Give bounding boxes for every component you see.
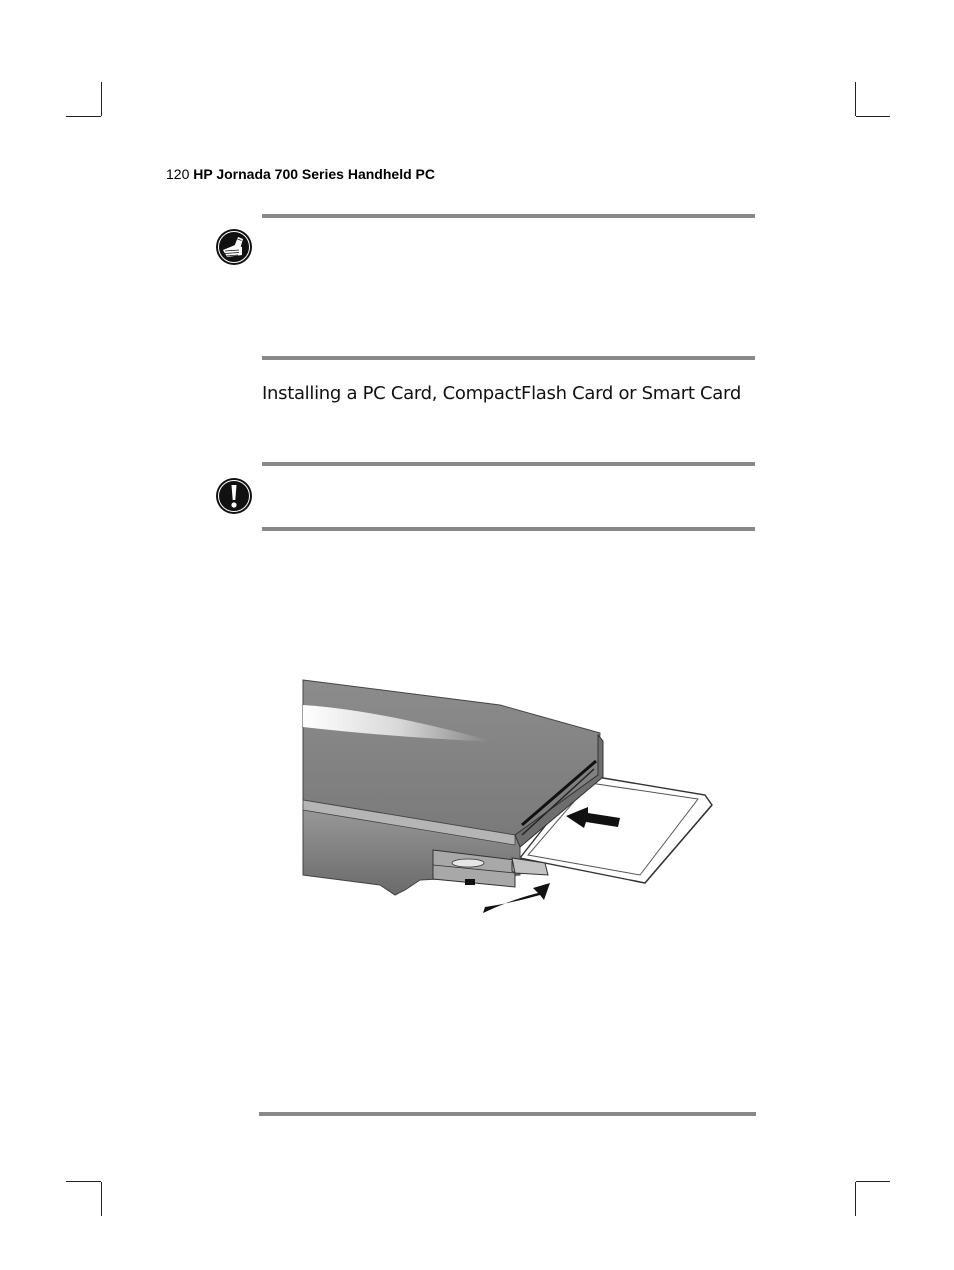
crop-mark-top-right-horizontal [856,116,890,117]
page-number: 120 [166,166,190,182]
running-header [166,166,435,182]
crop-mark-top-right-vertical [855,82,856,116]
footer-rule [259,1112,756,1116]
crop-mark-top-left-vertical [101,82,102,116]
crop-mark-bottom-left-horizontal [66,1181,101,1182]
exclamation-caution-icon [215,477,253,515]
crop-mark-bottom-left-vertical [101,1182,102,1216]
caution-bottom-rule [262,527,755,531]
crop-mark-bottom-right-horizontal [856,1181,890,1182]
note-bottom-rule [262,356,755,360]
section-heading: Installing a PC Card, CompactFlash Card or Smart Card [262,383,741,404]
pc-card-insertion-illustration [300,675,720,920]
book-title: HP Jornada 700 Series Handheld PC [193,166,435,182]
note-hand-icon [215,228,253,266]
crop-mark-top-left-horizontal [66,116,101,117]
crop-mark-bottom-right-vertical [855,1182,856,1216]
caution-top-rule [262,462,755,466]
note-top-rule [262,214,755,218]
